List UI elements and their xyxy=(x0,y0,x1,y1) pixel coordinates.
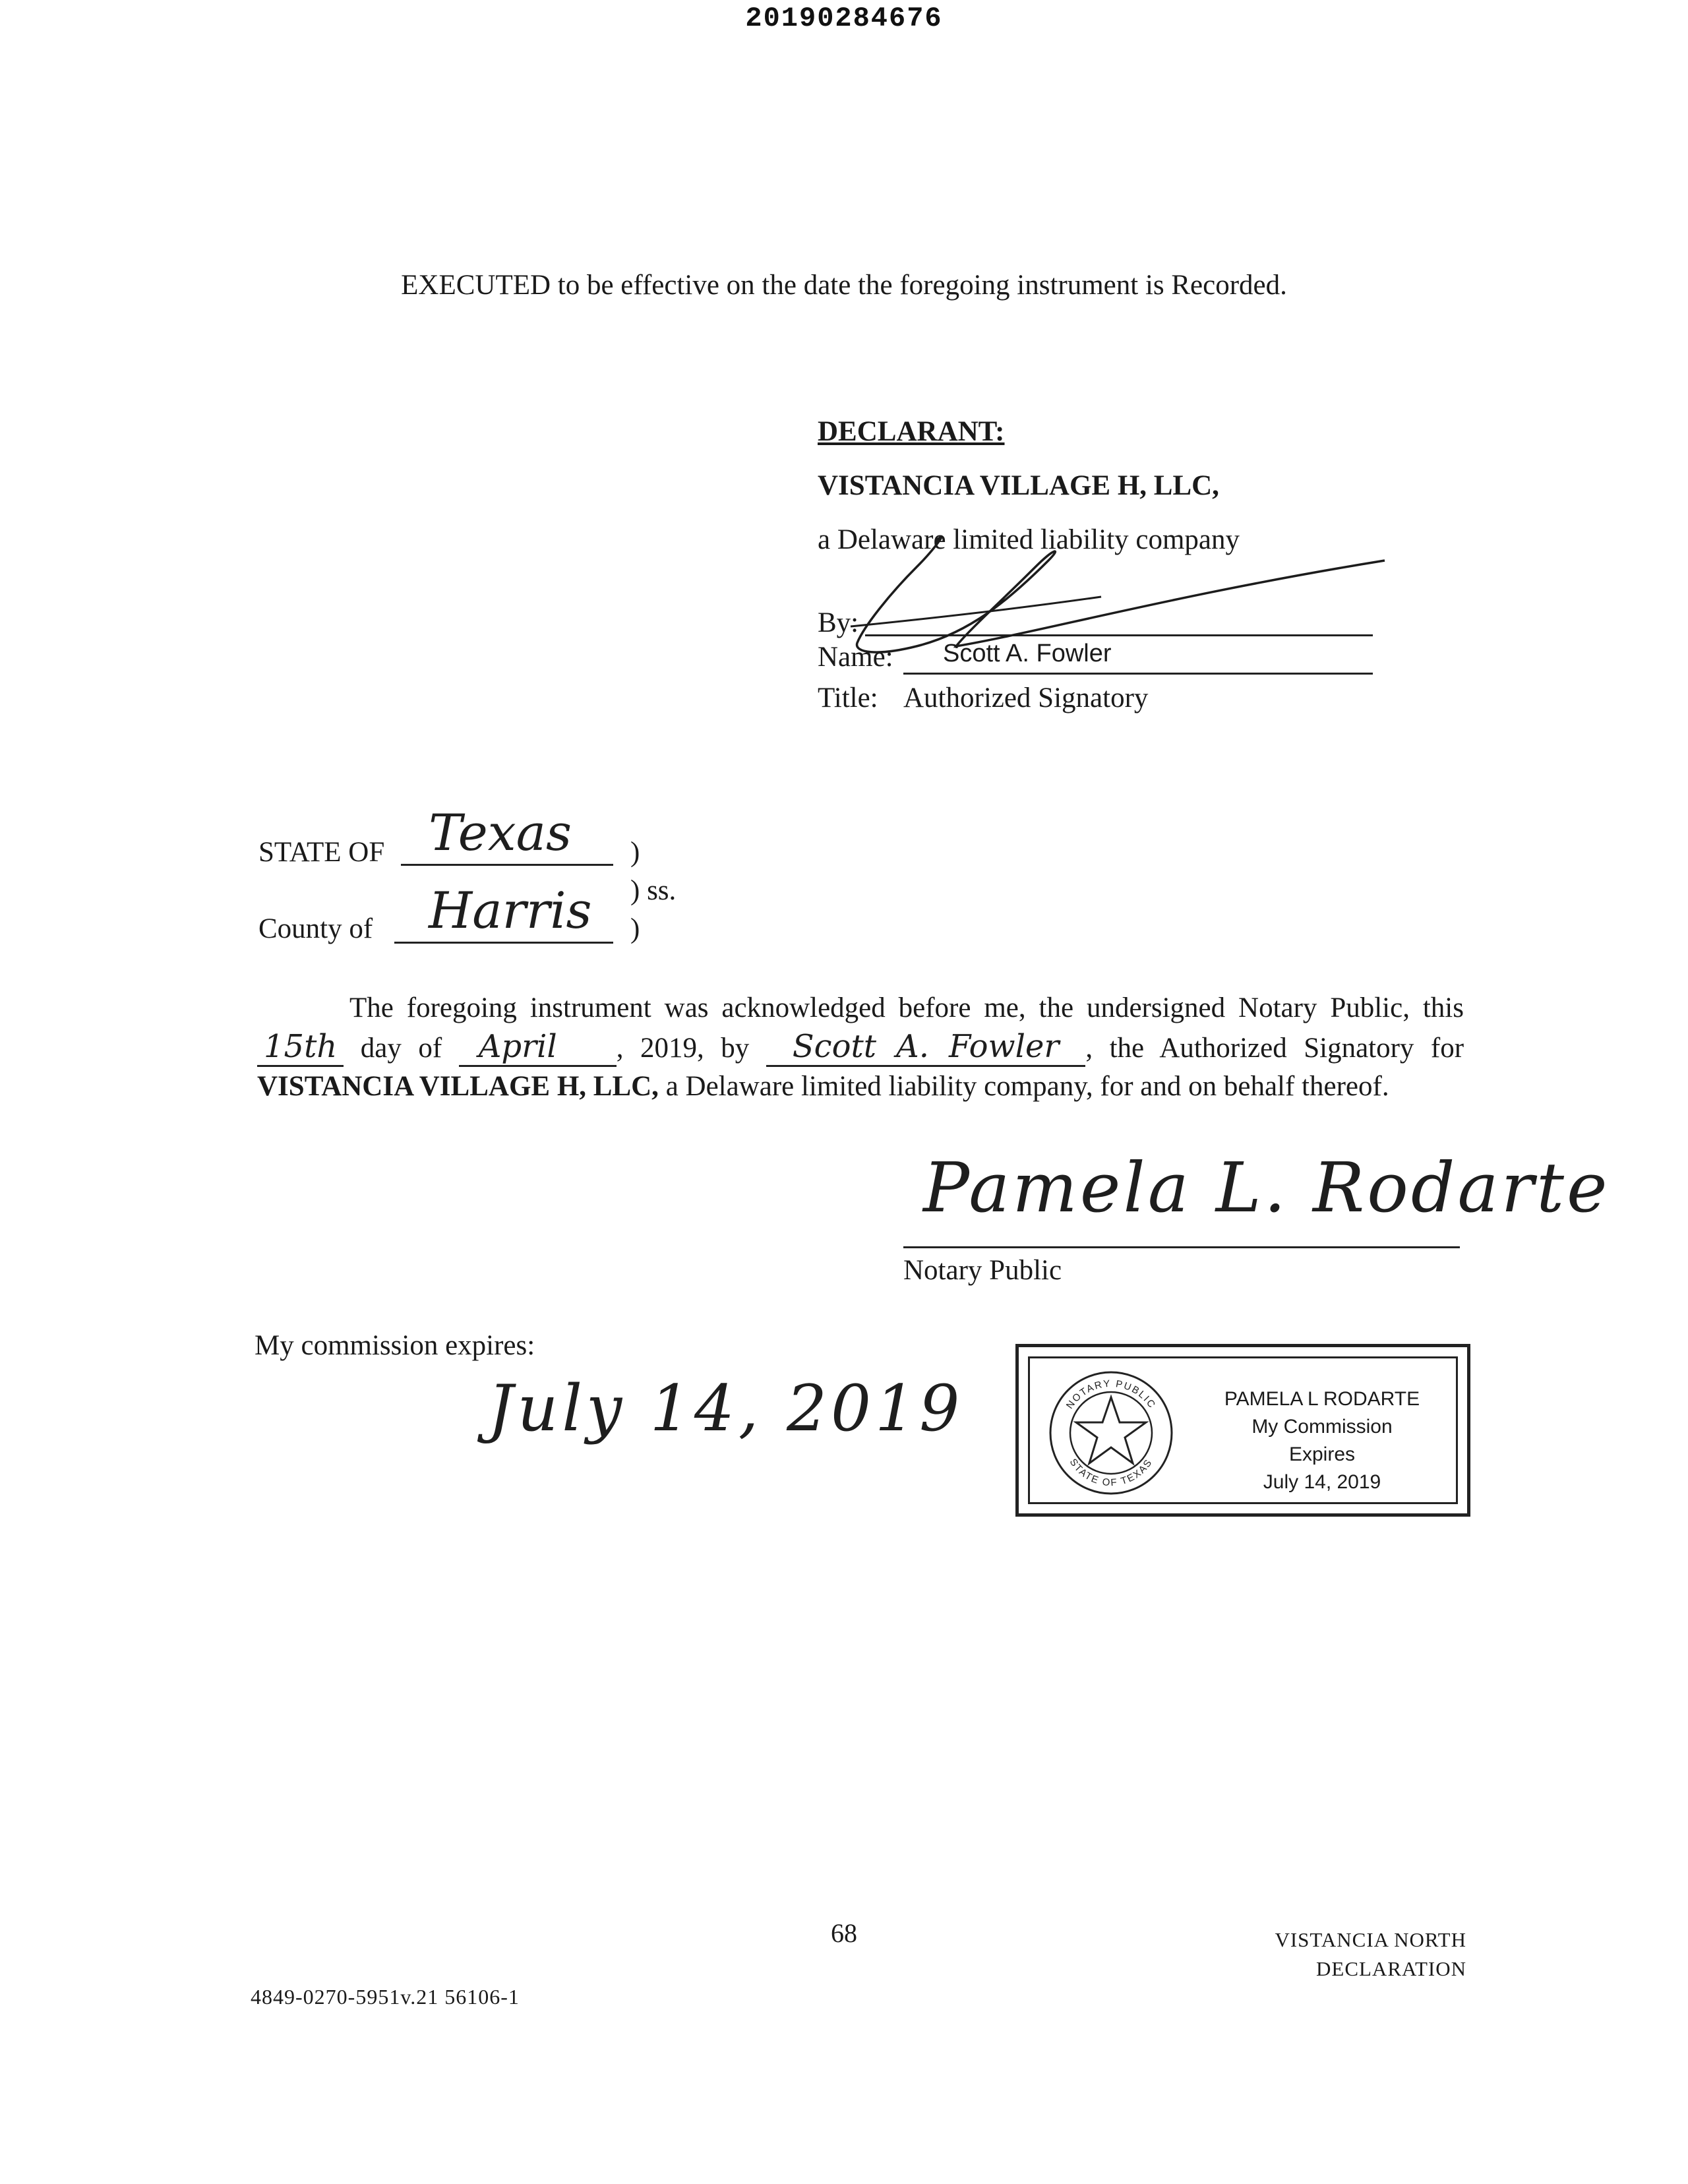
title-value: Authorized Signatory xyxy=(903,682,1149,713)
ack-text-2: day of xyxy=(360,1033,442,1064)
notary-seal-icon xyxy=(1045,1367,1177,1499)
company-type: a Delaware limited liability company xyxy=(818,524,1240,555)
acknowledgment-paragraph xyxy=(257,989,1464,1106)
page-number: 68 xyxy=(831,1918,857,1948)
name-value: Scott A. Fowler xyxy=(943,640,1112,667)
county-value-handwritten: Harris xyxy=(429,881,592,940)
declarant-heading: DECLARANT: xyxy=(818,416,1005,447)
notary-public-label: Notary Public xyxy=(903,1255,1062,1286)
state-value-handwritten: Texas xyxy=(429,803,572,862)
ack-company: VISTANCIA VILLAGE H, LLC, xyxy=(257,1071,659,1102)
state-line xyxy=(401,864,613,866)
county-line xyxy=(394,942,613,944)
name-label: Name: xyxy=(818,642,893,673)
recording-number: 20190284676 xyxy=(745,3,943,34)
notary-stamp xyxy=(1015,1344,1470,1517)
county-label: County of xyxy=(258,913,373,944)
ack-day-handwritten: 15th xyxy=(257,1028,344,1067)
document-id: 4849-0270-5951v.21 56106-1 xyxy=(251,1985,520,2009)
commission-date-handwritten: July 14, 2019 xyxy=(488,1372,964,1445)
commission-label: My commission expires: xyxy=(255,1330,535,1361)
ack-text-4: , the Authorized Signatory for xyxy=(1085,1033,1464,1064)
title-label: Title: xyxy=(818,682,878,713)
footer-title-line1: VISTANCIA NORTH xyxy=(1275,1928,1466,1951)
stamp-line3: July 14, 2019 xyxy=(1263,1471,1381,1493)
seal-bottom-text: STATE OF TEXAS xyxy=(1067,1457,1155,1489)
declarant-signature-image xyxy=(837,521,1404,666)
ss-marker: ) ss. xyxy=(630,875,677,906)
ack-text-3: , 2019, by xyxy=(616,1033,750,1064)
notary-signature: Pamela L. Rodarte xyxy=(923,1147,1610,1228)
notary-signature-line xyxy=(903,1246,1460,1248)
executed-statement: EXECUTED to be effective on the date the foregoing instrument is Recorded. xyxy=(401,270,1287,301)
state-paren: ) xyxy=(630,837,640,868)
svg-text:STATE OF TEXAS xyxy=(1068,1457,1155,1488)
stamp-name: PAMELA L RODARTE xyxy=(1224,1388,1420,1410)
stamp-line2: My Commission Expires xyxy=(1251,1416,1393,1465)
ack-text-1: The foregoing instrument was acknowledged before me, the undersigned Notary Public, this xyxy=(349,992,1464,1023)
company-name: VISTANCIA VILLAGE H, LLC, xyxy=(818,470,1219,501)
ack-month-handwritten: April xyxy=(459,1028,617,1067)
county-paren: ) xyxy=(630,913,640,944)
seal-top-text: NOTARY PUBLIC xyxy=(1064,1378,1159,1411)
ack-signer-handwritten: Scott A. Fowler xyxy=(766,1028,1086,1067)
state-label: STATE OF xyxy=(258,837,385,868)
name-line xyxy=(903,673,1373,675)
footer-title-line2: DECLARATION xyxy=(1316,1957,1466,1980)
footer-title xyxy=(1275,1926,1466,1984)
stamp-text xyxy=(1217,1385,1428,1496)
by-label: By: xyxy=(818,607,859,638)
ack-text-5: a Delaware limited liability company, for and on behalf thereof. xyxy=(665,1071,1389,1102)
